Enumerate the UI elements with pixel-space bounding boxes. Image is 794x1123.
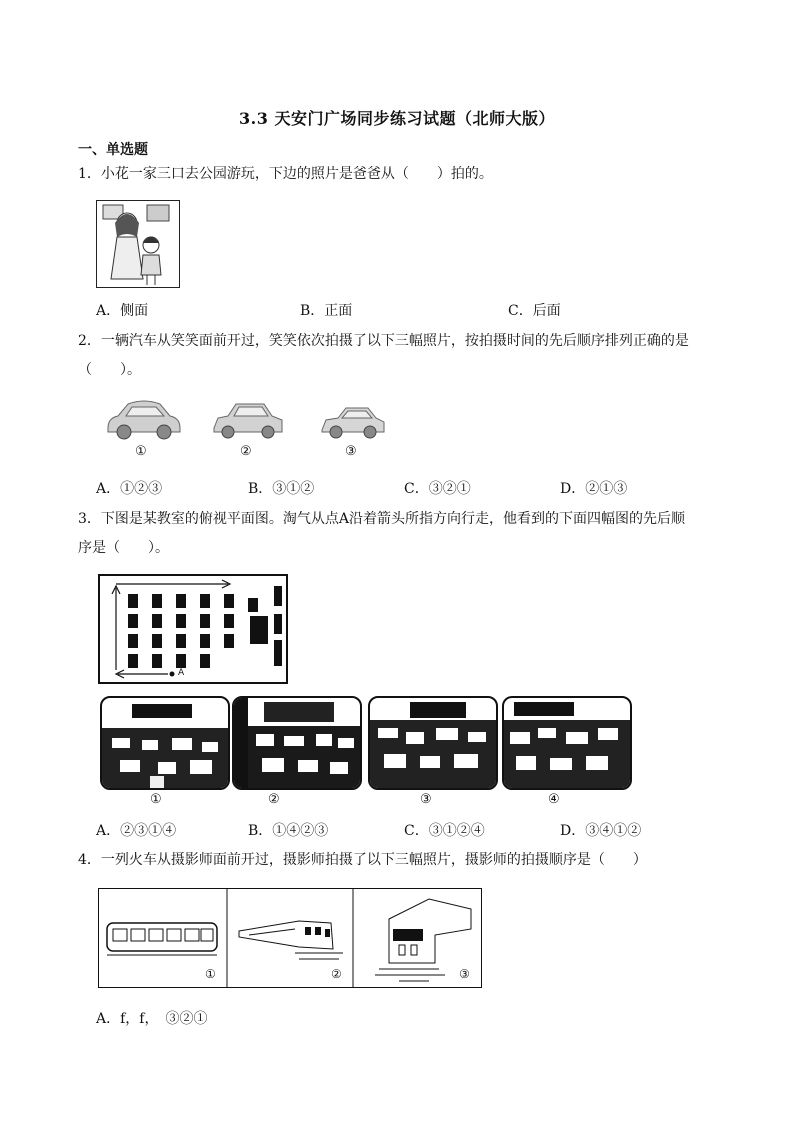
- question-3-option-d[interactable]: D．③④①②: [560, 823, 642, 839]
- question-3-option-c[interactable]: C．③①②④: [404, 823, 485, 839]
- question-1-text: 1．小花一家三口去公园游玩，下边的照片是爸爸从（ ）拍的。: [78, 166, 493, 182]
- train-label-2: ②: [331, 967, 342, 981]
- question-1-figure: [96, 200, 180, 288]
- car-label-2: ②: [240, 444, 252, 459]
- question-3-option-b[interactable]: B．①④②③: [248, 823, 329, 839]
- classroom-photo-3: [368, 696, 498, 790]
- page-title: 3.3 天安门广场同步练习试题（北师大版）: [239, 109, 555, 128]
- car-label-1: ①: [135, 444, 147, 459]
- train-photo-strip: [98, 888, 482, 988]
- car-photo-3: [320, 404, 386, 442]
- question-2-option-a[interactable]: A．①②③: [96, 481, 163, 497]
- classroom-floor-plan: [98, 574, 288, 684]
- car-label-3: ③: [345, 444, 357, 459]
- car-photo-1: [104, 398, 182, 442]
- classroom-label-4: ④: [548, 792, 560, 807]
- question-3-text-line2: 序是（ ）。: [78, 540, 169, 556]
- classroom-photo-1: [100, 696, 230, 790]
- question-2-option-c[interactable]: C．③②①: [404, 481, 471, 497]
- question-1-option-c[interactable]: C．后面: [508, 303, 561, 319]
- question-4-option-a[interactable]: A．f，f， ③②①: [96, 1011, 208, 1027]
- classroom-photo-2: [232, 696, 362, 790]
- question-3-text-line1: 3．下图是某教室的俯视平面图。淘气从点A沿着箭头所指方向行走，他看到的下面四幅图的先后顺: [78, 511, 686, 527]
- car-photo-2: [212, 400, 284, 442]
- question-2-option-d[interactable]: D．②①③: [560, 481, 628, 497]
- question-2-option-b[interactable]: B．③①②: [248, 481, 315, 497]
- question-4-text: 4．一列火车从摄影师面前开过，摄影师拍摄了以下三幅照片，摄影师的拍摄顺序是（ ）: [78, 852, 647, 868]
- question-3-option-a[interactable]: A．②③①④: [96, 823, 177, 839]
- point-a-label: A: [178, 668, 185, 678]
- classroom-photo-4: [502, 696, 632, 790]
- question-2-text-line1: 2．一辆汽车从笑笑面前开过，笑笑依次拍摄了以下三幅照片，按拍摄时间的先后顺序排列正确的是: [78, 333, 689, 349]
- train-label-1: ①: [205, 967, 216, 981]
- train-label-3: ③: [459, 967, 470, 981]
- question-2-text-line2: （ ）。: [78, 362, 141, 378]
- question-1-option-a[interactable]: A．侧面: [96, 303, 149, 319]
- classroom-label-1: ①: [150, 792, 162, 807]
- classroom-label-3: ③: [420, 792, 432, 807]
- classroom-label-2: ②: [268, 792, 280, 807]
- question-1-option-b[interactable]: B．正面: [300, 303, 353, 319]
- section-heading: 一、单选题: [78, 142, 148, 158]
